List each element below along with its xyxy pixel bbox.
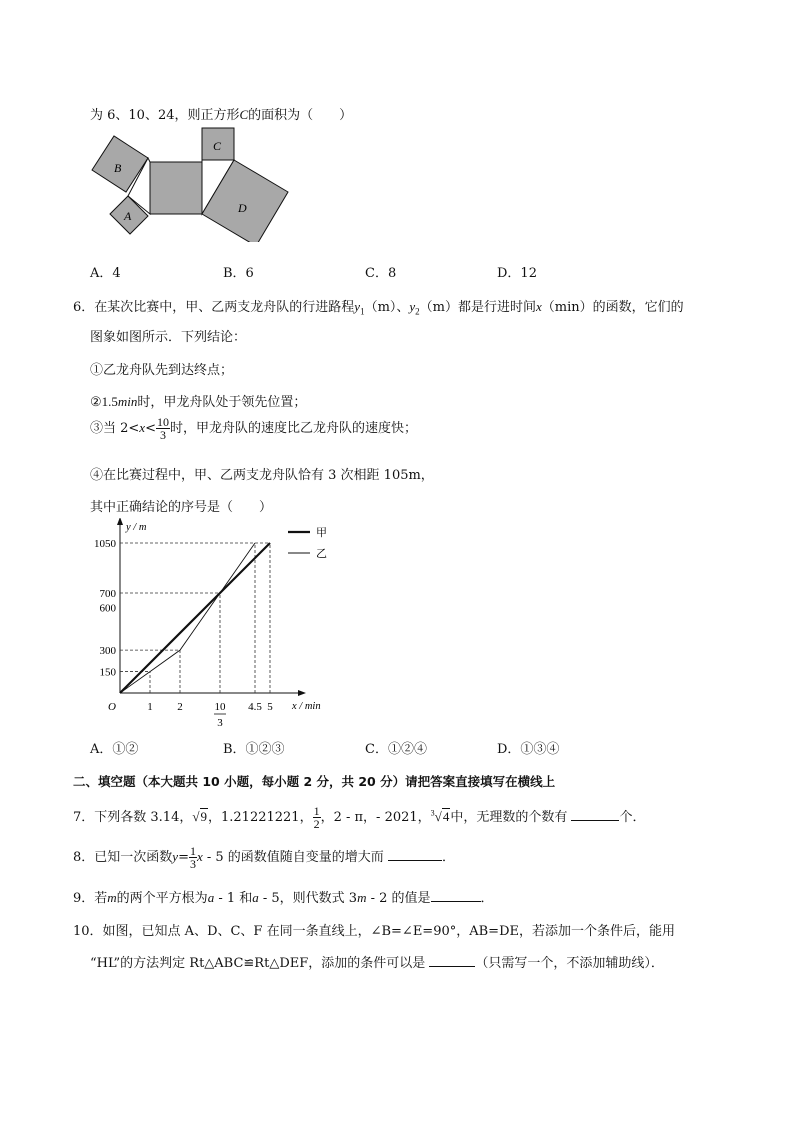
q7 <box>73 805 645 830</box>
q6-c3-x: x <box>139 420 146 435</box>
y-axis-arrow <box>117 518 123 525</box>
series-line-yi <box>120 543 255 693</box>
q7-frac-den: 2 <box>313 817 320 831</box>
q6-conclusion-1: ①乙龙舟队先到达终点； <box>90 363 234 378</box>
q6-option-d: D．①③④ <box>497 742 560 757</box>
q6-text-a: 6．在某次比赛中，甲、乙两支龙舟队的行进路程 <box>73 300 355 315</box>
label-c: C <box>213 139 222 153</box>
y-tick-label: 150 <box>99 666 116 679</box>
q6-c3-frac-num: 10 <box>156 415 169 429</box>
origin-label: O <box>108 701 116 713</box>
q7-text-d: 中，无理数的个数有 <box>450 810 572 825</box>
q7-text-e: 个． <box>619 810 646 825</box>
q10-text-b: （只需写一个，不添加辅助线）． <box>475 956 664 971</box>
q6-text-b: 都是行进时间 <box>458 300 537 315</box>
q7-frac-num: 1 <box>313 804 320 818</box>
x-tick-label: 1 <box>147 701 153 713</box>
q9-m: m <box>107 890 117 905</box>
y-tick-label: 600 <box>99 602 116 615</box>
q6-unit-m2: （m） <box>419 300 458 315</box>
q6-line2: 图象如图所示．下列结论： <box>90 330 247 345</box>
label-d: D <box>238 201 247 215</box>
q5-squares-figure <box>88 126 298 242</box>
q7-sqrt: √9 <box>192 809 207 824</box>
q5-c-letter: C <box>239 107 249 122</box>
q8-text-b: - 5 的函数值随自变量的增大而 <box>202 850 388 865</box>
q6-conclusion-3 <box>90 416 417 441</box>
q6-c3-lt: < <box>145 421 156 436</box>
label-a: A <box>124 209 132 223</box>
q8 <box>73 845 455 870</box>
q8-text-c: ． <box>441 850 455 865</box>
x-tick-label: 2 <box>177 701 183 713</box>
q7-answer-blank[interactable] <box>571 809 619 821</box>
x-tick-label: 4.5 <box>248 701 262 713</box>
q8-fraction <box>189 845 197 870</box>
q6-unit-min: （min） <box>541 300 593 315</box>
q10-answer-blank[interactable] <box>429 955 475 967</box>
q6-c2-min: min <box>117 394 138 409</box>
q7-fraction <box>313 805 321 830</box>
q6-y2: y <box>409 299 416 314</box>
q9-text-d: - 5，则代数式 3 <box>258 891 358 906</box>
q9-text-b: 的两个平方根为 <box>116 891 208 906</box>
q6-x: x <box>536 299 542 314</box>
q6-c3-text-a: ③当 2< <box>90 421 140 436</box>
q7-text-b: ，1.21221221， <box>208 810 313 825</box>
q6-conclusion-2 <box>90 391 306 410</box>
q8-text-a: 8．已知一次函数 <box>73 850 173 865</box>
x-tick-label: 5 <box>267 701 273 713</box>
q6-c3-frac-den: 3 <box>159 428 166 442</box>
q8-y: y <box>172 849 179 864</box>
x-tick-label-den: 3 <box>217 717 223 729</box>
q6-y1: y <box>354 299 361 314</box>
q6-c2-text: 时，甲龙舟队处于领先位置； <box>137 395 307 410</box>
q6-option-b: B．①②③ <box>223 742 285 757</box>
q5-stem <box>90 104 352 123</box>
q6-c2-marker: ② <box>90 395 102 410</box>
q9 <box>73 887 494 906</box>
x-axis-label: x / min <box>292 701 321 712</box>
q6-y2-sub: 2 <box>415 306 420 317</box>
y-axis-label: y / m <box>126 522 147 533</box>
q9-a1: a <box>207 890 215 905</box>
q6-c3-fraction <box>156 416 170 441</box>
q5-option-d: D．12 <box>497 266 537 281</box>
q8-x: x <box>196 849 203 864</box>
q5-option-a: A．4 <box>90 266 121 281</box>
q10-line1: 10．如图，已知点 A、D、C、F 在同一条直线上，∠B=∠E=90°，AB=DE，若添加一个条件后，能用 <box>73 924 675 939</box>
square-center <box>150 162 202 214</box>
y-tick-label: 700 <box>99 588 116 600</box>
y-tick-label: 1050 <box>94 538 116 550</box>
q6-c2-num: 1.5 <box>101 394 118 409</box>
x-axis-arrow <box>298 690 306 696</box>
x-tick-label-num: 10 <box>214 701 226 713</box>
q9-text-e: - 2 的值是 <box>366 891 431 906</box>
q6-line-chart <box>86 518 346 732</box>
q7-cbrt-value: 4 <box>442 809 450 824</box>
q6-option-a: A．①② <box>90 742 139 757</box>
q6-conclusion-4: ④在比赛过程中，甲、乙两支龙舟队恰有 3 次相距 105m， <box>90 468 434 483</box>
label-b: B <box>114 161 122 175</box>
q9-text-a: 9．若 <box>73 891 108 906</box>
q6-ask: 其中正确结论的序号是（ ） <box>90 500 273 515</box>
q6-unit-m: （m）、 <box>364 300 410 315</box>
q10-line2 <box>90 952 664 971</box>
q7-sqrt-value: 9 <box>200 809 207 824</box>
q8-frac-num: 1 <box>189 844 196 858</box>
q9-a2: a <box>252 890 259 905</box>
q8-frac-den: 3 <box>189 857 196 871</box>
q8-answer-blank[interactable] <box>388 849 442 861</box>
q6-text-c: 的函数，它们的 <box>592 300 684 315</box>
q5-stem-end: 的面积为（ ） <box>248 108 353 123</box>
q6-c3-text-b: 时，甲龙舟队的速度比乙龙舟队的速度快； <box>169 421 417 436</box>
q9-answer-blank[interactable] <box>431 890 481 902</box>
q7-cbrt-index: 3 <box>430 808 435 818</box>
y-tick-label: 300 <box>99 645 116 658</box>
q7-text-a: 7．下列各数 3.14， <box>73 810 193 825</box>
q8-eq: = <box>178 850 189 865</box>
q5-option-b: B．6 <box>223 266 254 281</box>
legend-label: 乙 <box>316 548 327 560</box>
q9-m2: m <box>357 890 367 905</box>
series-line-jia <box>120 543 270 693</box>
q6-option-c: C．①②④ <box>365 742 427 757</box>
q5-stem-tail: 为 6、10、24，则正方形 <box>90 108 240 123</box>
legend-label: 甲 <box>316 527 327 539</box>
q5-option-c: C．8 <box>365 266 397 281</box>
q10-text-a: “HL”的方法判定 Rt△ABC≌Rt△DEF，添加的条件可以是 <box>90 956 430 971</box>
section-2-heading: 二、填空题（本大题共 10 小题，每小题 2 分，共 20 分）请把答案直接填写在横线上 <box>73 774 556 789</box>
q6-line1 <box>73 296 684 317</box>
q7-cbrt: $^3$√4 <box>430 808 450 824</box>
q6-y1-sub: 1 <box>360 306 365 317</box>
q9-text-c: - 1 和 <box>214 891 253 906</box>
q9-text-f: ． <box>480 891 494 906</box>
q7-text-c: ，2 - π，- 2021， <box>320 810 431 825</box>
